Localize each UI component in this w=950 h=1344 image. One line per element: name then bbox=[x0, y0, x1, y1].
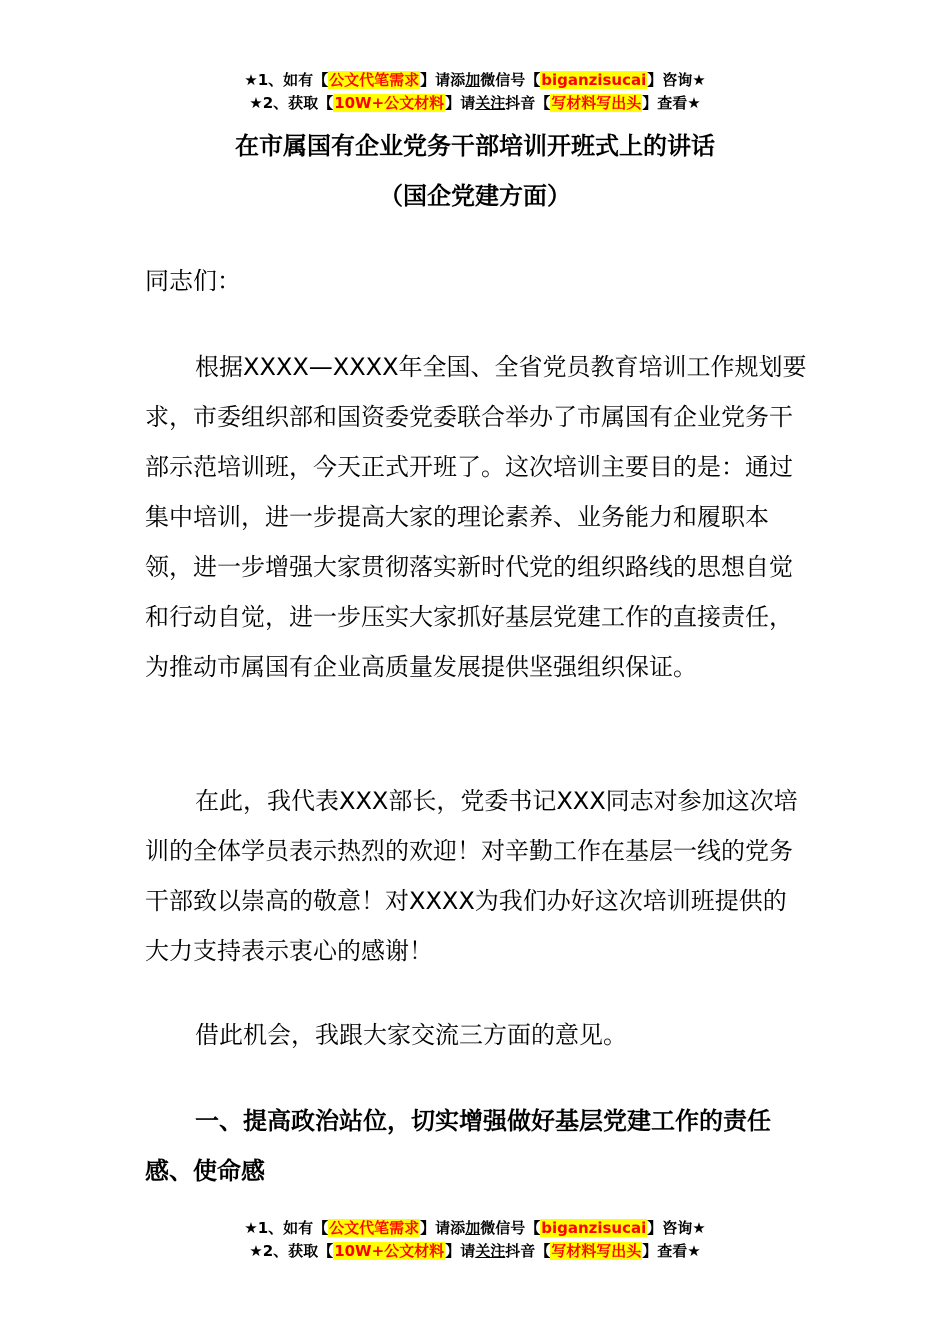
promo-line-1-bottom-highlight-wechat: biganzisucai bbox=[541, 1219, 647, 1237]
promo-line-1-underline: 加 bbox=[465, 71, 481, 89]
promo-line-2-prefix: ★2、获取【 bbox=[249, 94, 334, 112]
promo-line-2-suffix: 】查看★ bbox=[642, 94, 701, 112]
paragraph-1-text: 根据XXXX—XXXX年全国、全省党员教育培训工作规划要求，市委组织部和国资委党委联合举办了市属国有企业党务干部示范培训班，今天正式开班了。这次培训主要目的是：通过集中培训，进一步提高大家的理论素养、业务能力和履职本领，进一步增强大家贯彻落实新时代党的组织路线的思想自觉和行动自觉，进一步压实大家抓好基层党建工作的直接责任，为推动市属国有企业高质量发展提供坚强组织保证。 bbox=[145, 353, 807, 681]
bottom-promo-banner bbox=[0, 1217, 950, 1263]
promo-line-1-bottom-mid2: 微信号【 bbox=[480, 1219, 541, 1237]
promo-line-1-highlight-service: 公文代笔需求 bbox=[329, 71, 420, 89]
promo-line-2-underline: 关注 bbox=[475, 94, 506, 112]
promo-line-1-bottom-mid: 】请添 bbox=[420, 1219, 466, 1237]
promo-line-2-mid: 】请 bbox=[445, 94, 476, 112]
promo-line-1-highlight-wechat: biganzisucai bbox=[541, 71, 647, 89]
promo-line-2 bbox=[0, 92, 950, 115]
section-heading-1 bbox=[145, 1096, 810, 1196]
paragraph-2-text: 在此，我代表XXX部长，党委书记XXX同志对参加这次培训的全体学员表示热烈的欢迎！对辛勤工作在基层一线的党务干部致以崇高的敬意！对XXXX为我们办好这次培训班提供的大力支持表示衷心的感谢！ bbox=[145, 787, 798, 965]
promo-line-1-prefix: ★1、如有【 bbox=[244, 71, 329, 89]
promo-line-2-mid2: 抖音【 bbox=[505, 94, 551, 112]
paragraph-3 bbox=[145, 1010, 810, 1060]
paragraph-2 bbox=[145, 776, 810, 976]
document-subtitle: （国企党建方面） bbox=[379, 182, 571, 210]
promo-line-2-highlight-douyin: 写材料写出头 bbox=[551, 94, 642, 112]
promo-line-1-suffix: 】咨询★ bbox=[647, 71, 706, 89]
promo-line-2-bottom-underline: 关注 bbox=[475, 1242, 506, 1260]
promo-line-2-bottom-highlight-materials: 10W+公文材料 bbox=[334, 1242, 445, 1260]
promo-line-2-bottom-mid2: 抖音【 bbox=[505, 1242, 551, 1260]
top-promo-banner bbox=[0, 69, 950, 115]
promo-line-2-highlight-materials: 10W+公文材料 bbox=[334, 94, 445, 112]
promo-line-2-bottom bbox=[0, 1240, 950, 1263]
promo-line-1-bottom-suffix: 】咨询★ bbox=[647, 1219, 706, 1237]
paragraph-1 bbox=[145, 342, 810, 692]
promo-line-2-bottom-suffix: 】查看★ bbox=[642, 1242, 701, 1260]
promo-line-2-bottom-mid: 】请 bbox=[445, 1242, 476, 1260]
promo-line-1-bottom-underline: 加 bbox=[465, 1219, 481, 1237]
paragraph-3-text: 借此机会，我跟大家交流三方面的意见。 bbox=[195, 1021, 627, 1049]
promo-line-2-bottom-highlight-douyin: 写材料写出头 bbox=[551, 1242, 642, 1260]
promo-line-1-mid2: 微信号【 bbox=[480, 71, 541, 89]
promo-line-1-bottom-prefix: ★1、如有【 bbox=[244, 1219, 329, 1237]
section-heading-1-text: 一、提高政治站位，切实增强做好基层党建工作的责任感、使命感 bbox=[145, 1107, 771, 1185]
document-title: 在市属国有企业党务干部培训开班式上的讲话 bbox=[235, 132, 715, 160]
promo-line-1-bottom bbox=[0, 1217, 950, 1240]
greeting: 同志们： bbox=[145, 267, 241, 295]
promo-line-1-mid: 】请添 bbox=[420, 71, 466, 89]
promo-line-1-bottom-highlight-service: 公文代笔需求 bbox=[329, 1219, 420, 1237]
promo-line-2-bottom-prefix: ★2、获取【 bbox=[249, 1242, 334, 1260]
promo-line-1 bbox=[0, 69, 950, 92]
